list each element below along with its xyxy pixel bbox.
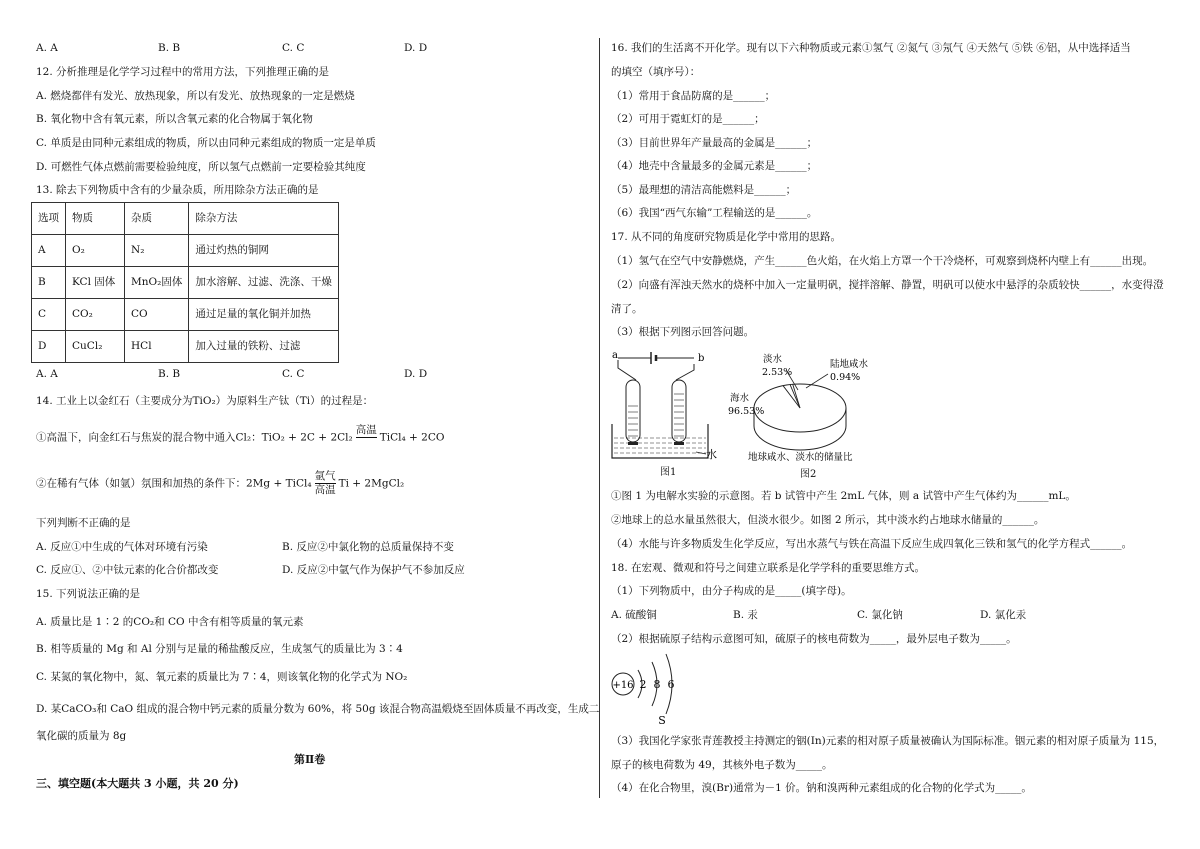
q13-table bbox=[31, 202, 339, 363]
q17-sub-2: ②地球上的总水量虽然很大，但淡水很少。如图 2 所示，其中淡水约占地球水储量的______。 bbox=[611, 514, 1045, 526]
q18-part-3-line1: （3）我国化学家张青莲教授主持测定的铟(In)元素的相对原子质量被确认为国际标准。铟元素的相对原子质量为 115， bbox=[611, 735, 1165, 747]
test-tube-b bbox=[672, 380, 686, 442]
eq2-condition bbox=[315, 470, 336, 497]
fig1-label-water: 水 bbox=[706, 448, 717, 461]
q16-item-2: （2）可用于霓虹灯的是______； bbox=[611, 113, 765, 125]
q16-stem-line2: 的填空（填序号）： bbox=[611, 66, 701, 78]
q18-part-4: （4）在化合物里，溴(Br)通常为－1 价。钠和溴两种元素组成的化合物的化学式为_____。 bbox=[611, 782, 1032, 794]
legend-fresh: 淡水 bbox=[763, 354, 783, 365]
table-cell: CuCl₂ bbox=[66, 331, 125, 363]
q18-stem: 18. 在宏观、微观和符号之间建立联系是化学学科的重要思维方式。 bbox=[611, 562, 926, 574]
table-cell: CO bbox=[125, 299, 189, 331]
q13-stem: 13. 除去下列物质中含有的少量杂质，所用除杂方法正确的是 bbox=[36, 184, 319, 196]
element-symbol: S bbox=[658, 714, 666, 726]
q11-option-b: B. B bbox=[158, 42, 181, 54]
table-cell: CO₂ bbox=[66, 299, 125, 331]
q14-equation-1 bbox=[36, 424, 445, 451]
q18-option-d: D. 氯化汞 bbox=[980, 609, 1027, 621]
value-land-salt: 0.94% bbox=[830, 372, 861, 383]
q16-item-5: （5）最理想的清洁高能燃料是______； bbox=[611, 184, 797, 196]
q16-item-1: （1）常用于食品防腐的是______； bbox=[611, 90, 776, 102]
q15-option-d-line2: 氧化碳的质量为 8g bbox=[36, 730, 127, 742]
table-cell: 通过灼热的铜网 bbox=[189, 235, 339, 267]
eq2-products: Ti + 2MgCl₂ bbox=[338, 477, 405, 490]
q15-option-b: B. 相等质量的 Mg 和 Al 分别与足量的稀盐酸反应，生成氢气的质量比为 3∶4 bbox=[36, 643, 403, 655]
q13-option-b: B. B bbox=[158, 368, 181, 380]
q11-option-d: D. D bbox=[404, 42, 428, 54]
table-cell: HCl bbox=[125, 331, 189, 363]
q18-option-a: A. 硫酸铜 bbox=[611, 609, 657, 621]
q15-option-c: C. 某氮的氧化物中，氮、氧元素的质量比为 7∶4，则该氧化物的化学式为 NO₂ bbox=[36, 671, 408, 683]
wire-a bbox=[618, 360, 636, 380]
q14-option-d: D. 反应②中氩气作为保护气不参加反应 bbox=[282, 564, 465, 576]
table-cell: 加水溶解、过滤、洗涤、干燥 bbox=[189, 267, 339, 299]
table-row bbox=[32, 299, 339, 331]
value-fresh: 2.53% bbox=[762, 367, 793, 378]
q12-option-c: C. 单质是由同种元素组成的物质，所以由同种元素组成的物质一定是单质 bbox=[36, 137, 376, 149]
table-cell: A bbox=[32, 235, 66, 267]
q12-option-d: D. 可燃性气体点燃前需要检验纯度，所以氢气点燃前一定要检验其纯度 bbox=[36, 161, 366, 173]
table-cell: KCl 固体 bbox=[66, 267, 125, 299]
table-cell: N₂ bbox=[125, 235, 189, 267]
section-title: 第Ⅱ卷 bbox=[294, 753, 326, 766]
q14-stem: 14. 工业上以金红石（主要成分为TiO₂）为原料生产钛（Ti）的过程是： bbox=[36, 395, 374, 407]
q11-option-c: C. C bbox=[282, 42, 305, 54]
q13-option-c: C. C bbox=[282, 368, 305, 380]
value-sea: 96.53% bbox=[728, 406, 765, 417]
eq1-condition bbox=[356, 424, 377, 451]
table-header: 物质 bbox=[66, 203, 125, 235]
figure-2-water-pie bbox=[728, 350, 878, 468]
q17-part-4: （4）水能与许多物质发生化学反应，写出水蒸气与铁在高温下反应生成四氧化三铁和氢气的化学方程式______。 bbox=[611, 538, 1133, 550]
table-header-row bbox=[32, 203, 339, 235]
column-divider bbox=[599, 38, 600, 798]
figure-1-electrolysis bbox=[606, 346, 726, 468]
table-cell: C bbox=[32, 299, 66, 331]
table-cell: 加入过量的铁粉、过滤 bbox=[189, 331, 339, 363]
q17-sub-1: ①图 1 为电解水实验的示意图。若 b 试管中产生 2mL 气体，则 a 试管中产生气体约为______mL。 bbox=[611, 490, 1076, 502]
q15-stem: 15. 下列说法正确的是 bbox=[36, 588, 141, 600]
q14-option-a: A. 反应①中生成的气体对环境有污染 bbox=[36, 541, 208, 553]
q13-option-a: A. A bbox=[36, 368, 58, 380]
table-cell: B bbox=[32, 267, 66, 299]
q14-option-c: C. 反应①、②中钛元素的化合价都改变 bbox=[36, 564, 219, 576]
q16-item-4: （4）地壳中含量最多的金属元素是______； bbox=[611, 160, 818, 172]
table-cell: D bbox=[32, 331, 66, 363]
table-row bbox=[32, 235, 339, 267]
q17-stem: 17. 从不同的角度研究物质是化学中常用的思路。 bbox=[611, 231, 842, 243]
q18-part-3-line2: 原子的核电荷数为 49，其核外电子数为_____。 bbox=[611, 759, 833, 771]
test-tube-a bbox=[626, 380, 640, 442]
q16-item-3: （3）目前世界年产量最高的金属是______； bbox=[611, 137, 818, 149]
q14-ask: 下列判断不正确的是 bbox=[36, 517, 131, 529]
q14-option-b: B. 反应②中氯化物的总质量保持不变 bbox=[282, 541, 454, 553]
q15-option-d-line1: D. 某CaCO₃和 CaO 组成的混合物中钙元素的质量分数为 60%，将 50g 该混合物高温煅烧至固体质量不再改变，生成二 bbox=[36, 703, 600, 715]
fig1-label-b: b bbox=[698, 353, 705, 364]
q12-option-a: A. 燃烧都伴有发光、放热现象，所以有发光、放热现象的一定是燃烧 bbox=[36, 90, 355, 102]
q18-option-b: B. 汞 bbox=[733, 609, 758, 621]
table-header: 杂质 bbox=[125, 203, 189, 235]
table-row bbox=[32, 331, 339, 363]
eq2-condition-top: 氩气 bbox=[314, 470, 336, 482]
table-cell: 通过足量的氧化铜并加热 bbox=[189, 299, 339, 331]
wire-b bbox=[676, 364, 694, 380]
q11-option-a: A. A bbox=[36, 42, 58, 54]
eq2-reactants: ②在稀有气体（如氩）氛围和加热的条件下：2Mg + TiCl₄ bbox=[36, 477, 312, 490]
legend-land-salt: 陆地咸水 bbox=[830, 359, 869, 370]
part-three-heading: 三、填空题(本大题共 3 小题，共 20 分) bbox=[36, 777, 239, 790]
figure-1-caption: 图1 bbox=[660, 467, 677, 478]
q17-part-1: （1）氢气在空气中安静燃烧，产生______色火焰，在火焰上方罩一个干冷烧杯，可观察到烧杯内壁上有______出现。 bbox=[611, 255, 1154, 267]
shell-2-count: 8 bbox=[653, 678, 661, 691]
fig1-label-a: a bbox=[612, 350, 618, 361]
q13-option-d: D. D bbox=[404, 368, 428, 380]
eq1-products: TiCl₄ + 2CO bbox=[379, 431, 445, 444]
eq1-condition-text: 高温 bbox=[355, 424, 377, 436]
q18-part-2: （2）根据硫原子结构示意图可知，硫原子的核电荷数为_____，最外层电子数为_____。 bbox=[611, 633, 1017, 645]
legend-sea: 海水 bbox=[730, 393, 750, 404]
q17-part-2-line2: 清了。 bbox=[611, 303, 643, 315]
nucleus-charge: +16 bbox=[612, 680, 634, 691]
q12-stem: 12. 分析推理是化学学习过程中的常用方法，下列推理正确的是 bbox=[36, 66, 330, 78]
table-row bbox=[32, 267, 339, 299]
pie-title: 地球咸水、淡水的储量比 bbox=[748, 452, 853, 463]
figure-2-caption: 图2 bbox=[800, 469, 817, 480]
table-cell: O₂ bbox=[66, 235, 125, 267]
table-header: 选项 bbox=[32, 203, 66, 235]
eq2-condition-bottom: 高温 bbox=[314, 484, 336, 496]
q18-part-1: （1）下列物质中，由分子构成的是_____(填字母)。 bbox=[611, 585, 852, 597]
q15-option-a: A. 质量比是 1∶2 的CO₂和 CO 中含有相等质量的氧元素 bbox=[36, 616, 304, 628]
q16-item-6: （6）我国“西气东输”工程输送的是______。 bbox=[611, 207, 818, 219]
sulfur-atom-diagram bbox=[608, 648, 692, 726]
shell-1-count: 2 bbox=[639, 678, 647, 691]
table-header: 除杂方法 bbox=[189, 203, 339, 235]
q14-equation-2 bbox=[36, 470, 404, 497]
q12-option-b: B. 氧化物中含有氧元素，所以含氧元素的化合物属于氧化物 bbox=[36, 113, 313, 125]
q18-option-c: C. 氯化钠 bbox=[857, 609, 903, 621]
shell-3-count: 6 bbox=[667, 678, 675, 691]
q16-stem-line1: 16. 我们的生活离不开化学。现有以下六种物质或元素①氢气 ②氮气 ③氖气 ④天然气 ⑤铁 ⑥铝，从中选择适当 bbox=[611, 42, 1131, 54]
q17-part-3: （3）根据下列图示回答问题。 bbox=[611, 326, 755, 338]
table-cell: MnO₂固体 bbox=[125, 267, 189, 299]
eq1-reactants: ①高温下，向金红石与焦炭的混合物中通入Cl₂：TiO₂ + 2C + 2Cl₂ bbox=[36, 431, 353, 444]
q17-part-2-line1: （2）向盛有浑浊天然水的烧杯中加入一定量明矾，搅拌溶解、静置，明矾可以使水中悬浮的杂质较快______，水变得澄 bbox=[611, 279, 1164, 291]
